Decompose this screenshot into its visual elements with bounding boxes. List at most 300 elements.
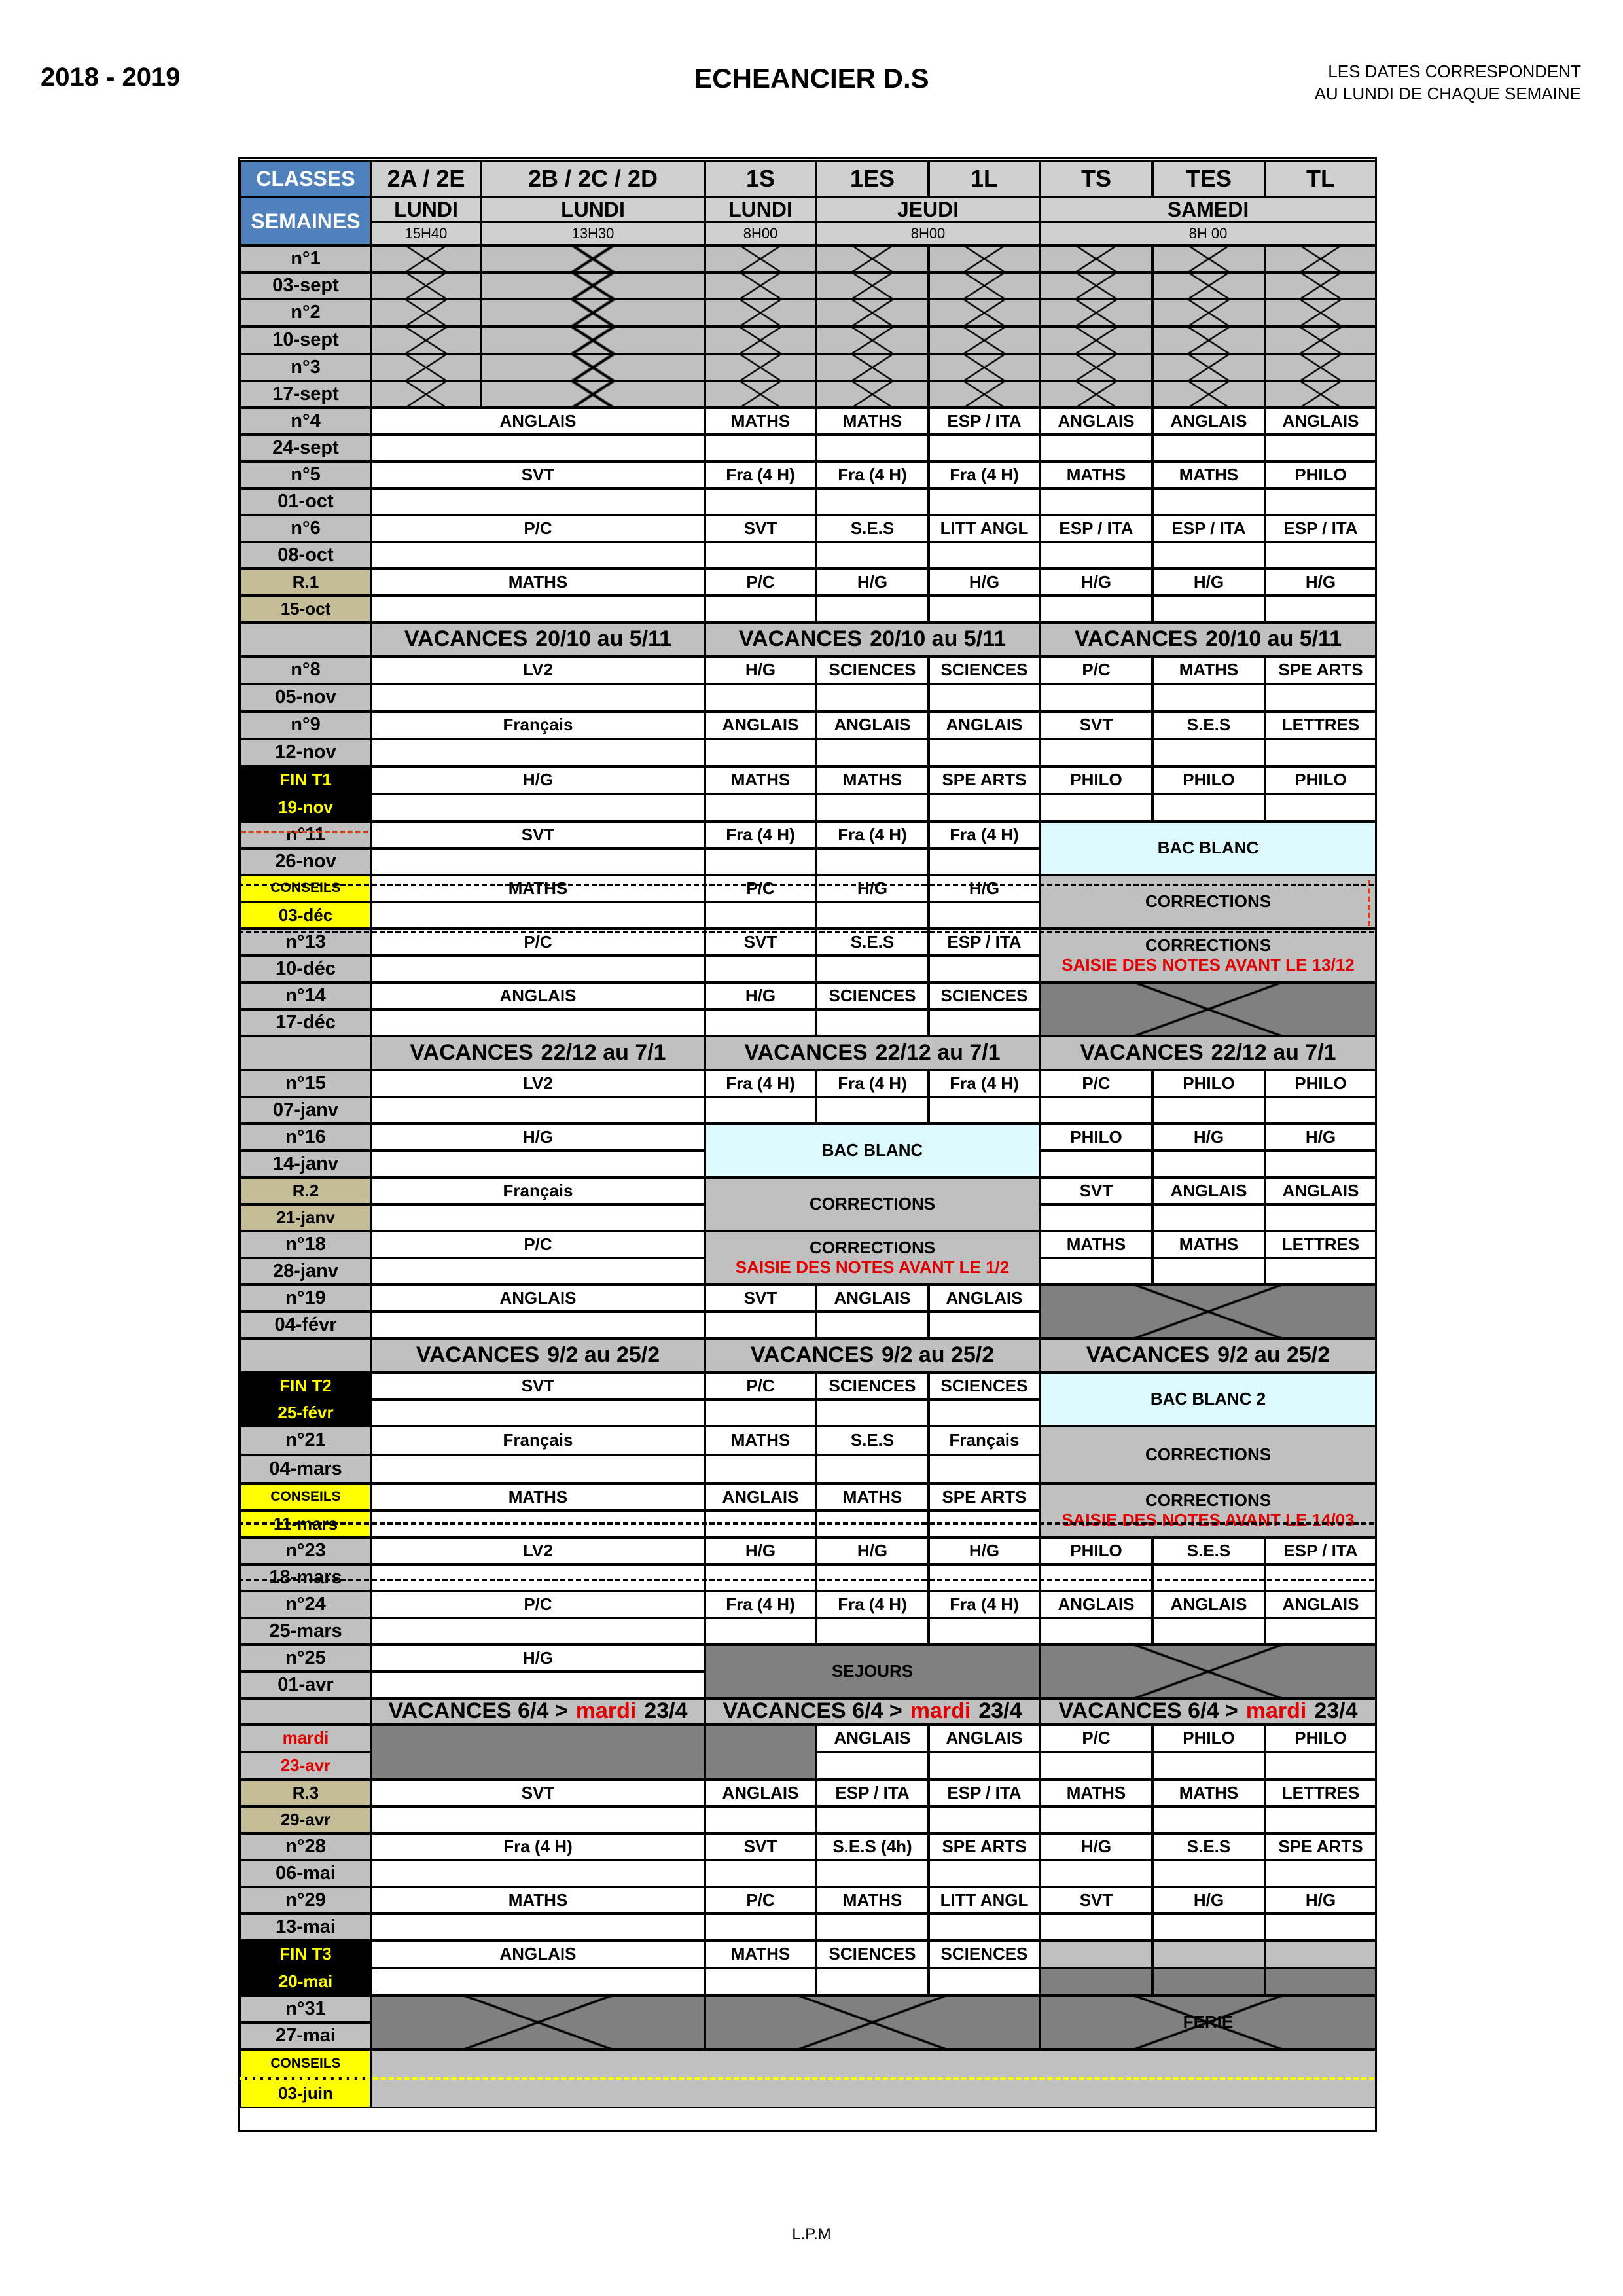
subject-cell: ESP / ITA [1152, 515, 1265, 542]
subject-cell: LV2 [371, 1537, 705, 1564]
footer-text: L.P.M [792, 2225, 831, 2243]
empty-cell [929, 596, 1040, 622]
class-header: TL [1265, 160, 1376, 197]
empty-cell [705, 794, 816, 821]
vacation-left [240, 1698, 371, 1725]
empty-cell [1265, 739, 1376, 766]
subject-cell: Fra (4 H) [705, 821, 816, 848]
week-date: 17-sept [240, 381, 371, 408]
crossed-cell [371, 381, 481, 408]
week-number: n°4 [240, 408, 371, 435]
subject-cell: Fra (4 H) [705, 1591, 816, 1618]
dashed-separator [240, 2077, 1374, 2080]
header-note-line1: LES DATES CORRESPONDENT [1328, 62, 1581, 81]
empty-cell [371, 1672, 705, 1698]
empty-cell [705, 1968, 816, 1996]
subject-cell: MATHS [371, 875, 705, 902]
subject-cell: H/G [1152, 569, 1265, 596]
vacation-label-red: mardi [1245, 1698, 1307, 1724]
empty-cell [1040, 1618, 1152, 1645]
schedule-table [238, 157, 1377, 2132]
empty-cell [1152, 794, 1265, 821]
empty-cell [371, 1204, 705, 1231]
empty-cell [816, 1752, 929, 1780]
class-header: 1L [929, 160, 1040, 197]
empty-cell [371, 1097, 705, 1124]
subject-cell: P/C [705, 1887, 816, 1914]
subject-cell: Fra (4 H) [371, 1833, 705, 1860]
week-date: 06-mai [240, 1860, 371, 1887]
empty-cell [816, 488, 929, 515]
week-number: n°21 [240, 1426, 371, 1455]
subject-cell: Fra (4 H) [929, 821, 1040, 848]
crossed-cell [481, 299, 705, 327]
empty-cell [1152, 1860, 1265, 1887]
class-header: 1S [705, 160, 816, 197]
corrections-label: CORRECTIONS [809, 1238, 936, 1258]
subject-cell: SVT [705, 929, 816, 956]
empty-cell [1040, 794, 1152, 821]
subject-cell: PHILO [1152, 766, 1265, 794]
subject-cell: ANGLAIS [371, 408, 705, 435]
crossed-cell [929, 381, 1040, 408]
vacation-range: 9/2 au 25/2 [547, 1342, 660, 1368]
crossed-cell [816, 299, 929, 327]
subject-cell: Fra (4 H) [929, 461, 1040, 488]
empty-cell [929, 1860, 1040, 1887]
week-number: n°6 [240, 515, 371, 542]
crossed-cell [1152, 245, 1265, 272]
week-number: n°14 [240, 982, 371, 1009]
empty-cell [929, 1312, 1040, 1338]
empty-cell [1265, 1914, 1376, 1941]
empty-cell [816, 542, 929, 569]
empty-cell [371, 1618, 705, 1645]
week-number: FIN T3 [240, 1941, 371, 1968]
empty-cell [371, 1399, 705, 1426]
week-number: n°16 [240, 1124, 371, 1151]
vacation-label: VACANCES 6/4 > [388, 1698, 568, 1724]
week-number: R.3 [240, 1780, 371, 1806]
week-date: 24-sept [240, 435, 371, 461]
vacation-bar [1040, 1036, 1376, 1070]
crossed-cell [1152, 381, 1265, 408]
subject-cell: P/C [371, 929, 705, 956]
corrections-block [705, 1231, 1040, 1285]
subject-cell: PHILO [1040, 1124, 1152, 1151]
subject-cell: P/C [705, 1372, 816, 1399]
empty-cell [1152, 1204, 1265, 1231]
subject-cell: P/C [371, 1231, 705, 1258]
closed-cell [1040, 1968, 1152, 1996]
empty-cell [705, 739, 816, 766]
vacation-label: VACANCES [416, 1342, 540, 1368]
subject-cell: P/C [1040, 1725, 1152, 1752]
class-header: TS [1040, 160, 1152, 197]
week-number: CONSEILS [240, 875, 371, 902]
empty-cell [371, 1914, 705, 1941]
empty-cell [705, 1312, 816, 1338]
empty-cell [929, 542, 1040, 569]
empty-cell [705, 956, 816, 982]
vacation-range: 22/12 au 7/1 [541, 1040, 666, 1066]
crossed-cell [1265, 327, 1376, 354]
subject-cell: PHILO [1265, 461, 1376, 488]
week-number: n°15 [240, 1070, 371, 1097]
crossed-cell [929, 245, 1040, 272]
vacation-label: VACANCES [1074, 626, 1198, 652]
subject-cell: Fra (4 H) [705, 461, 816, 488]
subject-cell: MATHS [1040, 1231, 1152, 1258]
subject-cell: SPE ARTS [929, 766, 1040, 794]
empty-cell [371, 1968, 705, 1996]
vacation-bar [705, 1338, 1040, 1372]
subject-cell: LITT ANGL [929, 515, 1040, 542]
subject-cell: SPE ARTS [929, 1484, 1040, 1511]
crossed-cell [481, 327, 705, 354]
week-number: n°31 [240, 1996, 371, 2022]
empty-cell [371, 1009, 705, 1036]
day-label: LUNDI [705, 197, 816, 222]
vacation-range: 23/4 [644, 1698, 688, 1724]
subject-cell: ANGLAIS [1040, 408, 1152, 435]
page-title: ECHEANCIER D.S [694, 63, 929, 94]
subject-cell: MATHS [1152, 1231, 1265, 1258]
subject-cell: ANGLAIS [816, 1725, 929, 1752]
empty-cell [929, 1455, 1040, 1484]
empty-cell [371, 596, 705, 622]
subject-cell: MATHS [816, 1887, 929, 1914]
empty-cell [1152, 684, 1265, 711]
subject-cell: MATHS [705, 408, 816, 435]
crossed-cell [705, 245, 816, 272]
time-label: 8H00 [816, 222, 1040, 245]
saisie-label: SAISIE DES NOTES AVANT LE 14/03 [1061, 1510, 1355, 1530]
empty-cell [371, 902, 705, 929]
week-number: n°24 [240, 1591, 371, 1618]
crossed-cell [816, 354, 929, 381]
day-label: LUNDI [481, 197, 705, 222]
empty-cell [816, 1097, 929, 1124]
empty-cell [371, 794, 705, 821]
crossed-cell [929, 299, 1040, 327]
subject-cell: PHILO [1265, 1070, 1376, 1097]
empty-cell [1265, 1806, 1376, 1833]
empty-cell [816, 794, 929, 821]
week-number: R.1 [240, 569, 371, 596]
empty-cell [816, 848, 929, 875]
empty-cell [371, 848, 705, 875]
time-label: 8H 00 [1040, 222, 1376, 245]
empty-cell [371, 1860, 705, 1887]
subject-cell: LV2 [371, 656, 705, 684]
subject-cell: SVT [705, 1833, 816, 1860]
subject-cell: SCIENCES [929, 1941, 1040, 1968]
week-number: R.2 [240, 1177, 371, 1204]
empty-cell [1040, 1204, 1152, 1231]
empty-cell [929, 1399, 1040, 1426]
subject-cell: SVT [371, 1780, 705, 1806]
subject-cell: P/C [705, 875, 816, 902]
closed-cell [1265, 1968, 1376, 1996]
class-header: 2A / 2E [371, 160, 481, 197]
empty-cell [1040, 1097, 1152, 1124]
empty-cell [929, 1618, 1040, 1645]
subject-cell: ANGLAIS [1265, 1591, 1376, 1618]
subject-cell: PHILO [1152, 1725, 1265, 1752]
subject-cell: S.E.S [1152, 1833, 1265, 1860]
corrections-block: CORRECTIONS [1040, 1426, 1376, 1484]
vacation-bar [1040, 622, 1376, 656]
empty-cell [929, 1914, 1040, 1941]
crossed-cell [371, 299, 481, 327]
week-number: n°18 [240, 1231, 371, 1258]
crossed-cell [929, 272, 1040, 299]
crossed-cell [371, 354, 481, 381]
empty-cell [1152, 1806, 1265, 1833]
header-note [1315, 60, 1581, 105]
closed-cell [1152, 1941, 1265, 1968]
empty-cell [371, 739, 705, 766]
vacation-range: 20/10 au 5/11 [870, 626, 1007, 652]
subject-cell: MATHS [371, 569, 705, 596]
empty-cell [929, 956, 1040, 982]
subject-cell: H/G [371, 1124, 705, 1151]
subject-cell: ANGLAIS [1265, 408, 1376, 435]
week-number: CONSEILS [240, 2049, 371, 2079]
empty-cell [816, 1564, 929, 1591]
week-date: 25-mars [240, 1618, 371, 1645]
empty-cell [371, 1455, 705, 1484]
crossed-cell [1040, 245, 1152, 272]
subject-cell: S.E.S [816, 929, 929, 956]
subject-cell: SCIENCES [816, 982, 929, 1009]
dashed-separator [238, 1522, 1374, 1525]
subject-cell: ANGLAIS [929, 711, 1040, 739]
day-label: SAMEDI [1040, 197, 1376, 222]
subject-cell: SVT [371, 1372, 705, 1399]
empty-cell [371, 684, 705, 711]
empty-cell [1265, 1752, 1376, 1780]
vacation-bar [371, 1698, 705, 1725]
subject-cell: H/G [371, 766, 705, 794]
subject-cell: H/G [705, 982, 816, 1009]
subject-cell: Fra (4 H) [816, 821, 929, 848]
subject-cell: H/G [929, 569, 1040, 596]
label-semaines: SEMAINES [240, 197, 371, 245]
crossed-cell [705, 354, 816, 381]
empty-cell [705, 848, 816, 875]
time-label: 13H30 [481, 222, 705, 245]
class-header: 2B / 2C / 2D [481, 160, 705, 197]
subject-cell: Fra (4 H) [816, 461, 929, 488]
subject-cell: ANGLAIS [1152, 1177, 1265, 1204]
empty-cell [1265, 488, 1376, 515]
empty-cell [1265, 794, 1376, 821]
subject-cell: SVT [1040, 1887, 1152, 1914]
subject-cell: H/G [705, 1537, 816, 1564]
empty-cell [1040, 1258, 1152, 1285]
subject-cell: Français [929, 1426, 1040, 1455]
empty-cell [371, 488, 705, 515]
week-date: 19-nov [240, 794, 371, 821]
crossed-cell [1040, 272, 1152, 299]
week-date: 04-févr [240, 1312, 371, 1338]
subject-cell: SVT [371, 821, 705, 848]
subject-cell: H/G [1040, 569, 1152, 596]
empty-cell [1152, 739, 1265, 766]
empty-cell [1040, 488, 1152, 515]
empty-cell [371, 1312, 705, 1338]
closed-cell [371, 1725, 705, 1780]
empty-cell [705, 596, 816, 622]
empty-cell [816, 596, 929, 622]
vacation-range: 9/2 au 25/2 [882, 1342, 995, 1368]
subject-cell: H/G [1040, 1833, 1152, 1860]
empty-cell [371, 1151, 705, 1177]
empty-cell [705, 902, 816, 929]
vacation-range: 22/12 au 7/1 [875, 1040, 1001, 1066]
subject-cell: MATHS [816, 766, 929, 794]
empty-cell [1152, 1564, 1265, 1591]
crossed-cell [1040, 299, 1152, 327]
empty-cell [929, 435, 1040, 461]
empty-cell [929, 1097, 1040, 1124]
corrections-block: CORRECTIONS [705, 1177, 1040, 1231]
subject-cell: ANGLAIS [816, 1285, 929, 1312]
empty-cell [1040, 542, 1152, 569]
empty-cell [371, 956, 705, 982]
bac-blanc-block: BAC BLANC [1040, 821, 1376, 875]
crossed-cell [1152, 354, 1265, 381]
subject-cell: H/G [371, 1645, 705, 1672]
subject-cell: H/G [816, 569, 929, 596]
crossed-cell [816, 245, 929, 272]
empty-cell [705, 435, 816, 461]
subject-cell: ESP / ITA [929, 1780, 1040, 1806]
week-number: FIN T2 [240, 1372, 371, 1399]
subject-cell: SPE ARTS [1265, 1833, 1376, 1860]
sejours-block: SEJOURS [705, 1645, 1040, 1698]
crossed-cell [816, 327, 929, 354]
subject-cell: PHILO [1152, 1070, 1265, 1097]
crossed-cell [705, 327, 816, 354]
empty-cell [1040, 684, 1152, 711]
subject-cell: ANGLAIS [1152, 1591, 1265, 1618]
subject-cell: H/G [1265, 1887, 1376, 1914]
empty-cell [371, 1806, 705, 1833]
crossed-cell [1040, 982, 1376, 1036]
subject-cell: LV2 [371, 1070, 705, 1097]
empty-cell [816, 1455, 929, 1484]
week-number: n°5 [240, 461, 371, 488]
week-number: n°13 [240, 929, 371, 956]
vacation-bar [705, 1036, 1040, 1070]
subject-cell: Fra (4 H) [929, 1070, 1040, 1097]
header-note-line2: AU LUNDI DE CHAQUE SEMAINE [1314, 84, 1581, 103]
vacation-left [240, 1338, 371, 1372]
subject-cell: ESP / ITA [1265, 515, 1376, 542]
subject-cell: MATHS [705, 766, 816, 794]
empty-cell [371, 1258, 705, 1285]
empty-cell [1040, 1806, 1152, 1833]
empty-cell [1152, 1097, 1265, 1124]
empty-cell [816, 1618, 929, 1645]
week-date: 29-avr [240, 1806, 371, 1833]
subject-cell: Français [371, 1426, 705, 1455]
empty-cell [705, 1399, 816, 1426]
subject-cell: ANGLAIS [705, 711, 816, 739]
empty-cell [816, 1806, 929, 1833]
dashed-separator [238, 1579, 1374, 1581]
vacation-label: VACANCES [410, 1040, 533, 1066]
subject-cell: P/C [1040, 656, 1152, 684]
dashed-separator [238, 931, 1374, 933]
day-label: LUNDI [371, 197, 481, 222]
subject-cell: MATHS [705, 1941, 816, 1968]
crossed-cell [705, 299, 816, 327]
crossed-cell [371, 1996, 705, 2049]
subject-cell: ESP / ITA [929, 929, 1040, 956]
subject-cell: P/C [371, 1591, 705, 1618]
subject-cell: MATHS [371, 1484, 705, 1511]
subject-cell: PHILO [1265, 766, 1376, 794]
vacation-bar [371, 1338, 705, 1372]
week-date: 10-déc [240, 956, 371, 982]
crossed-cell [1152, 299, 1265, 327]
saisie-label: SAISIE DES NOTES AVANT LE 13/12 [1061, 955, 1355, 975]
subject-cell: PHILO [1040, 1537, 1152, 1564]
subject-cell: H/G [816, 875, 929, 902]
empty-cell [816, 739, 929, 766]
subject-cell: MATHS [816, 1484, 929, 1511]
week-number: n°28 [240, 1833, 371, 1860]
subject-cell: SVT [1040, 1177, 1152, 1204]
empty-cell [816, 435, 929, 461]
subject-cell: SVT [705, 515, 816, 542]
empty-cell [1265, 1204, 1376, 1231]
subject-cell: H/G [705, 656, 816, 684]
subject-cell: H/G [1152, 1124, 1265, 1151]
subject-cell: MATHS [1152, 461, 1265, 488]
subject-cell: ANGLAIS [929, 1285, 1040, 1312]
subject-cell: P/C [705, 569, 816, 596]
vacation-bar [371, 622, 705, 656]
empty-cell [1152, 1151, 1265, 1177]
crossed-cell [371, 272, 481, 299]
corrections-label: CORRECTIONS [1145, 1490, 1272, 1511]
week-number: n°2 [240, 299, 371, 327]
empty-cell [1265, 1618, 1376, 1645]
class-header: TES [1152, 160, 1265, 197]
crossed-cell [481, 354, 705, 381]
empty-cell [1152, 596, 1265, 622]
empty-cell [1040, 1752, 1152, 1780]
subject-cell: ANGLAIS [705, 1484, 816, 1511]
subject-cell: ANGLAIS [929, 1725, 1040, 1752]
vacation-bar [705, 1698, 1040, 1725]
week-number: n°25 [240, 1645, 371, 1672]
subject-cell: Fra (4 H) [816, 1591, 929, 1618]
week-number: n°8 [240, 656, 371, 684]
vacation-range: 22/12 au 7/1 [1211, 1040, 1336, 1066]
subject-cell: ANGLAIS [371, 1285, 705, 1312]
empty-cell [1040, 1151, 1152, 1177]
week-number: n°19 [240, 1285, 371, 1312]
empty-cell [816, 1968, 929, 1996]
time-label: 8H00 [705, 222, 816, 245]
subject-cell: PHILO [1040, 766, 1152, 794]
